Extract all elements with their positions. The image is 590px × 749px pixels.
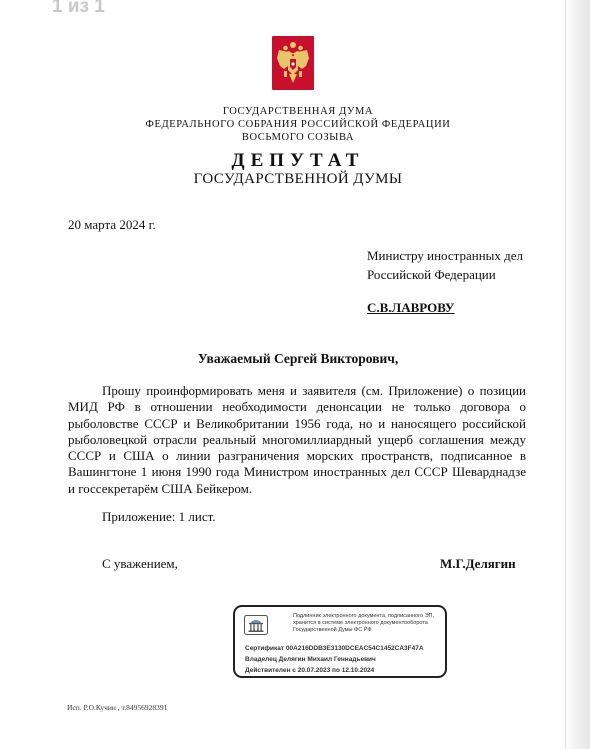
ecp-owner: Владелец Делягин Михаил Геннадьевич [245, 656, 376, 663]
page-edge-shadow [565, 0, 590, 749]
recipient-name: С.В.ЛАВРОВУ [367, 300, 455, 315]
deputy-title: ДЕПУТАТ [231, 150, 365, 171]
addressee-line-2: Российской Федерации [367, 267, 496, 282]
letterhead-line-1: ГОСУДАРСТВЕННАЯ ДУМА [222, 106, 374, 117]
ecp-certificate: Сертификат 00A216DDB3E3130DCEAC54C1452CA3F47A [245, 645, 424, 652]
letter-body: Прошу проинформировать меня и заявителя (см. Приложение) о позиции МИД РФ в отношении необходимости денонсации не только договора о рыболовстве СССР и Великобритании 1956 года, но и наносящего российской рыболовецкой отрасли реальный многомиллиардный ущерб соглашения между СССР и США о линии разграничения морских пространств, подписанное в Вашингтоне 1 июня 1990 года Министром иностранных дел СССР Шеварднадзе и госсекретарём США Бейкером. [68, 383, 526, 496]
letterhead-line-3: ВОСЬМОГО СОЗЫВА [241, 132, 355, 143]
salutation: Уважаемый Сергей Викторович, [197, 351, 399, 366]
ecp-header-text: Подлинник электронного документа, подписанного ЭП, хранится в системе электронного документооборота Государственной Думы ФС РФ [293, 613, 435, 633]
ecp-validity: Действителен с 20.07.2023 по 12.10.2024 [245, 667, 375, 674]
page-counter: 1 из 1 [52, 0, 105, 17]
attachment-note: Приложение: 1 лист. [102, 509, 216, 524]
deputy-subtitle: ГОСУДАРСТВЕННОЙ ДУМЫ [193, 171, 403, 187]
electronic-signature-stamp [233, 605, 447, 678]
coat-of-arms-icon [272, 36, 314, 90]
letterhead-line-2: ФЕДЕРАЛЬНОГО СОБРАНИЯ РОССИЙСКОЙ ФЕДЕРАЦИИ [145, 119, 451, 130]
closing: С уважением, [102, 556, 178, 571]
executor-note: Исп. Р.О.Кучин , т.84956928391 [67, 703, 168, 712]
addressee [367, 246, 523, 284]
letter-date: 20 марта 2024 г. [68, 217, 156, 232]
duma-building-icon [244, 615, 268, 635]
addressee-line-1: Министру иностранных дел [367, 248, 524, 263]
signer-name: М.Г.Делягин [440, 556, 516, 571]
